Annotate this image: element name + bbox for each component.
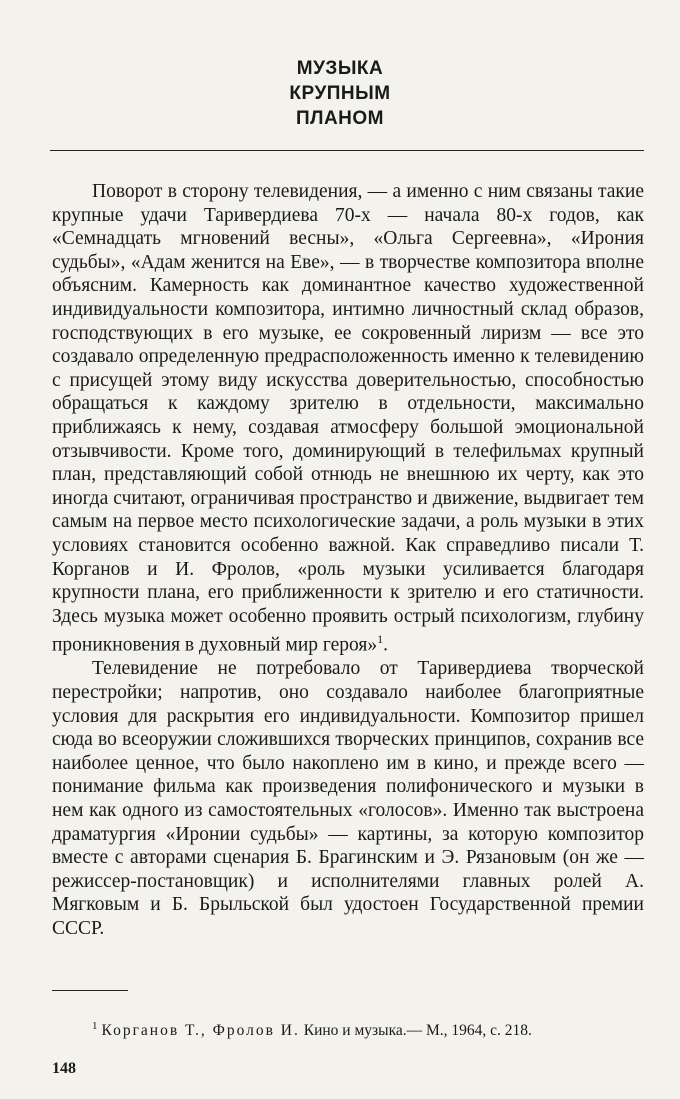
footnote-reference: 1: [377, 632, 384, 647]
footnote-citation: Кино и музыка.— М., 1964, с. 218.: [303, 1022, 532, 1040]
footnote: [52, 1016, 644, 1041]
page-number: 148: [52, 1060, 76, 1077]
heading-divider: [50, 150, 644, 151]
footnote-divider: [52, 990, 128, 991]
footnote-authors: Корганов Т., Фролов И.: [101, 1022, 300, 1040]
chapter-heading: [0, 56, 680, 131]
heading-line-1: МУЗЫКА: [296, 58, 384, 79]
paragraph-1-text: Поворот в сторону телевидения, — а именно с ним связаны такие крупные удачи Таривердиева 70-х — начала 80-х годов, как «Семнадцать мгновений весны», «Ольга Сергеевна», «Ирония судьбы», «Адам женится на Еве», — в творчестве композитора вполне объясним. Камерность как доминантное качество художественной индивидуальности композитора, интимно личностный склад образов, господствующих в его музыке, ее сокровенный лиризм — все это создавало определенную предрасположенность именно к телевидению с присущей этому виду искусства доверительностью, способностью обращаться к каждому зрителю в отдельности, максимально приближаясь к нему, создавая атмосферу большой эмоциональной отзывчивости. Кроме того, доминирующий в телефильмах крупный план, представляющий собой отнюдь не внешнюю их черту, как это иногда считают, ограничивая пространство и движение, выдвигает тем самым на первое место психологические задачи, а роль музыки в этих условиях становится особенно важной. Как справедливо писали Т. Корганов и И. Фролов, «роль музыки усиливается благодаря крупности плана, его приближенности к зрителю и его статичности. Здесь музыка может особенно проявить острый психологизм, глубину проникновения в духовный мир героя»: [52, 181, 644, 656]
paragraph-2: Телевидение не потребовало от Таривердиева творческой перестройки; напротив, оно создавало наиболее благоприятные условия для раскрытия его индивидуальности. Композитор пришел сюда во всеоружии сложившихся творческих принципов, сохранив все наиболее ценное, что было накоплено им в кино, и прежде всего — понимание фильма как произведения полифонического и музыки в нем как одного из самостоятельных «голосов». Именно так выстроена драматургия «Иронии судьбы» — картины, за которую композитор вместе с авторами сценария Б. Брагинским и Э. Рязановым (он же — режиссер-постановщик) и исполнителями главных ролей А. Мягковым и Б. Брыльской был удостоен Государственной премии СССР.: [52, 658, 644, 939]
heading-line-2: КРУПНЫМ: [289, 83, 391, 104]
main-text: [52, 180, 644, 941]
paragraph-1: Поворот в сторону телевидения, — а именно с ним связаны такие крупные удачи Таривердиева 70-х — начала 80-х годов, как «Семнадцать мгновений весны», «Ольга Сергеевна», «Ирония судьбы», «Адам женится на Еве», — в творчестве композитора вполне объясним. Камерность как доминантное качество художественной индивидуальности композитора, интимно личностный склад образов, господствующих в его музыке, ее сокровенный лиризм — все это создавало определенную предрасположенность именно к телевидению с присущей этому виду искусства доверительностью, способностью обращаться к каждому зрителю в отдельности, максимально приближаясь к нему, создавая атмосферу большой эмоциональной отзывчивости. Кроме того, доминирующий в телефильмах крупный план, представляющий собой отнюдь не внешнюю их черту, как это иногда считают, ограничивая пространство и движение, выдвигает тем самым на первое место психологические задачи, а роль музыки в этих условиях становится особенно важной. Как справедливо писали Т. Корганов и И. Фролов, «роль музыки усиливается благодаря крупности плана, его приближенности к зрителю и его статичности. Здесь музыка может особенно проявить острый психологизм, глубину проникновения в духовный мир героя»$^1$.: [52, 181, 644, 656]
footnote-mark: 1: [92, 1020, 98, 1032]
heading-line-3: ПЛАНОМ: [295, 108, 385, 129]
